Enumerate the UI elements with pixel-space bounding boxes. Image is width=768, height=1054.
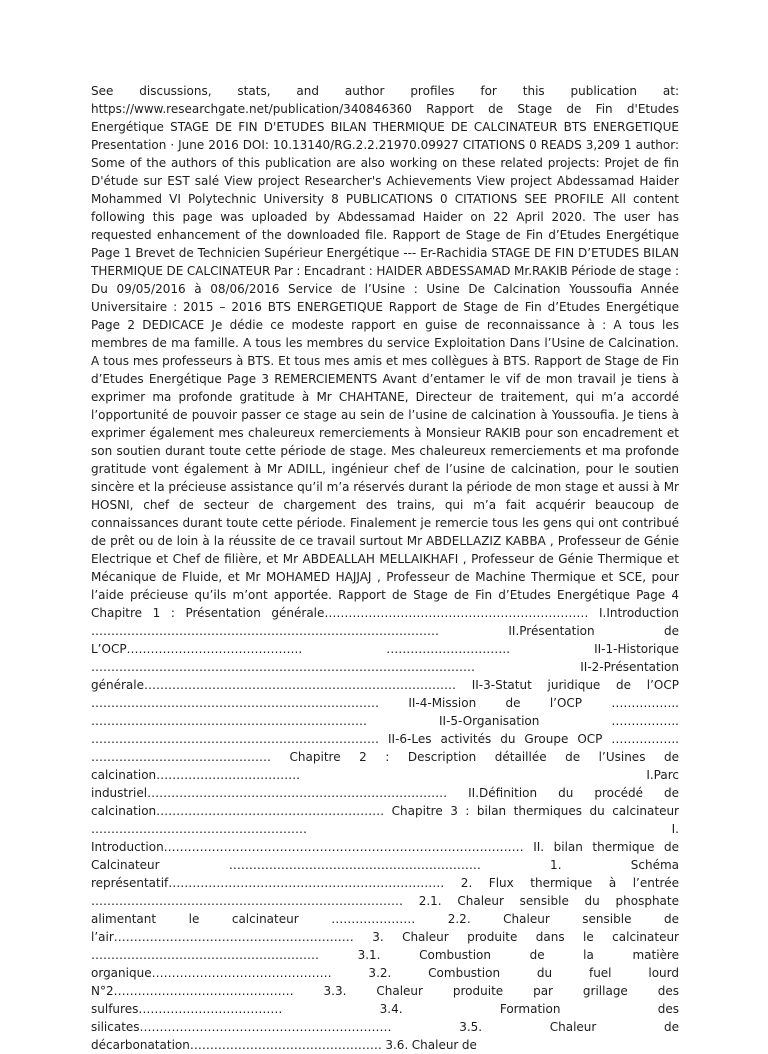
document-page xyxy=(91,82,679,1054)
document-text: See discussions, stats, and author profiles for this publication at: https://www.researchgate.net/publication/340846360 Rapport de Stage de Fin d'Etudes Energétique STAGE DE FIN D'ETUDES BILAN THERMIQUE DE CALCINATEUR BTS ENERGETIQUE Presentation · June 2016 DOI: 10.13140/RG.2.2.21970.09927 CITATIONS 0 READS 3,209 1 author: Some of the authors of this publication are also working on these related projects: Projet de fin D'étude sur EST salé View project Researcher's Achievements View project Abdessamad Haider Mohammed VI Polytechnic University 8 PUBLICATIONS 0 CITATIONS SEE PROFILE All content following this page was uploaded by Abdessamad Haider on 22 April 2020. The user has requested enhancement of the downloaded file. Rapport de Stage de Fin d’Etudes Energétique Page 1 Brevet de Technicien Supérieur Energétique --- Er-Rachidia STAGE DE FIN D’ETUDES BILAN THERMIQUE DE CALCINATEUR Par : Encadrant : HAIDER ABDESSAMAD Mr.RAKIB Période de stage : Du 09/05/2016 à 08/06/2016 Service de l’Usine : Usine De Calcination Youssoufia Année Universitaire : 2015 – 2016 BTS ENERGETIQUE Rapport de Stage de Fin d’Etudes Energétique Page 2 DEDICACE Je dédie ce modeste rapport en guise de reconnaissance à : A tous les membres de ma famille. A tous les membres du service Exploitation Dans l’Usine de Calcination. A tous mes professeurs à BTS. Et tous mes amis et mes collègues à BTS. Rapport de Stage de Fin d’Etudes Energétique Page 3 REMERCIEMENTS Avant d’entamer le vif de mon travail je tiens à exprimer ma profonde gratitude à Mr CHAHTANE, Directeur de traitement, qui m’a accordé l’opportunité de pouvoir passer ce stage au sein de l’usine de calcination à Youssoufia. Je tiens à exprimer également mes chaleureux remerciements à Monsieur RAKIB pour son encadrement et son soutien durant toute cette période de stage. Mes chaleureux remerciements et ma profonde gratitude vont également à Mr ADILL, ingénieur chef de l’usine de calcination, pour le soutien sincère et la précieuse assistance qu’il m’a réservés durant la période de mon stage et aussi à Mr HOSNI, chef de secteur de chargement des trains, qui m’a fait acquérir beaucoup de connaissances durant toute cette période. Finalement je remercie tous les gens qui ont contribué de prêt ou de loin à la réussite de ce travail surtout Mr ABDELLAZIZ KABBA , Professeur de Génie Electrique et Chef de filière, et Mr ABDEALLAH MELLAIKHAFI , Professeur de Génie Thermique et Mécanique de Fluide, et Mr MOHAMED HAJJAJ , Professeur de Machine Thermique et SCE, pour l’aide précieuse qu’ils m’ont apportée. Rapport de Stage de Fin d’Etudes Energétique Page 4 Chapitre 1 : Présentation générale………………………………………………………… I.Introduction …………………………………………………………………………… II.Présentation de L’OCP…………………………………….. …………………………. II-1-Historique …………………………………………………………………………………… II-2-Présentation générale…………………………………………………………………… II-3-Statut juridique de l’OCP ……………………………………………………………… II-4-Mission de l’OCP …………….. …………………………………………………………… II-5-Organisation …………….. ……………………………………………………………… II-6-Les activités du Groupe OCP …………….. ……………………………………… Chapitre 2 : Description détaillée de l’Usines de calcination……………………………… I.Parc industriel………………………………………………………………… II.Définition du procédé de calcination………………………………………………… Chapitre 3 : bilan thermiques du calcinateur ……………………………………………… I. Introduction……………………………………………………………………………… II. bilan thermique de Calcinateur ……………………………………………………… 1. Schéma représentatif…………………………………………………………… 2. Flux thermique à l’entrée …………………………………………………………………… 2.1. Chaleur sensible du phosphate alimentant le calcinateur ………………… 2.2. Chaleur sensible de l’air…………………………………………………… 3. Chaleur produite dans le calcinateur ………………………………………………… 3.1. Combustion de la matière organique……………………………………… 3.2. Combustion du fuel lourd N°2……………………………………… 3.3. Chaleur produite par grillage des sulfures……………………………… 3.4. Formation des silicates……………………………………………………… 3.5. Chaleur de décarbonatation………………………………………… 3.6. Chaleur de xyxy=(91,84,679,1052)
